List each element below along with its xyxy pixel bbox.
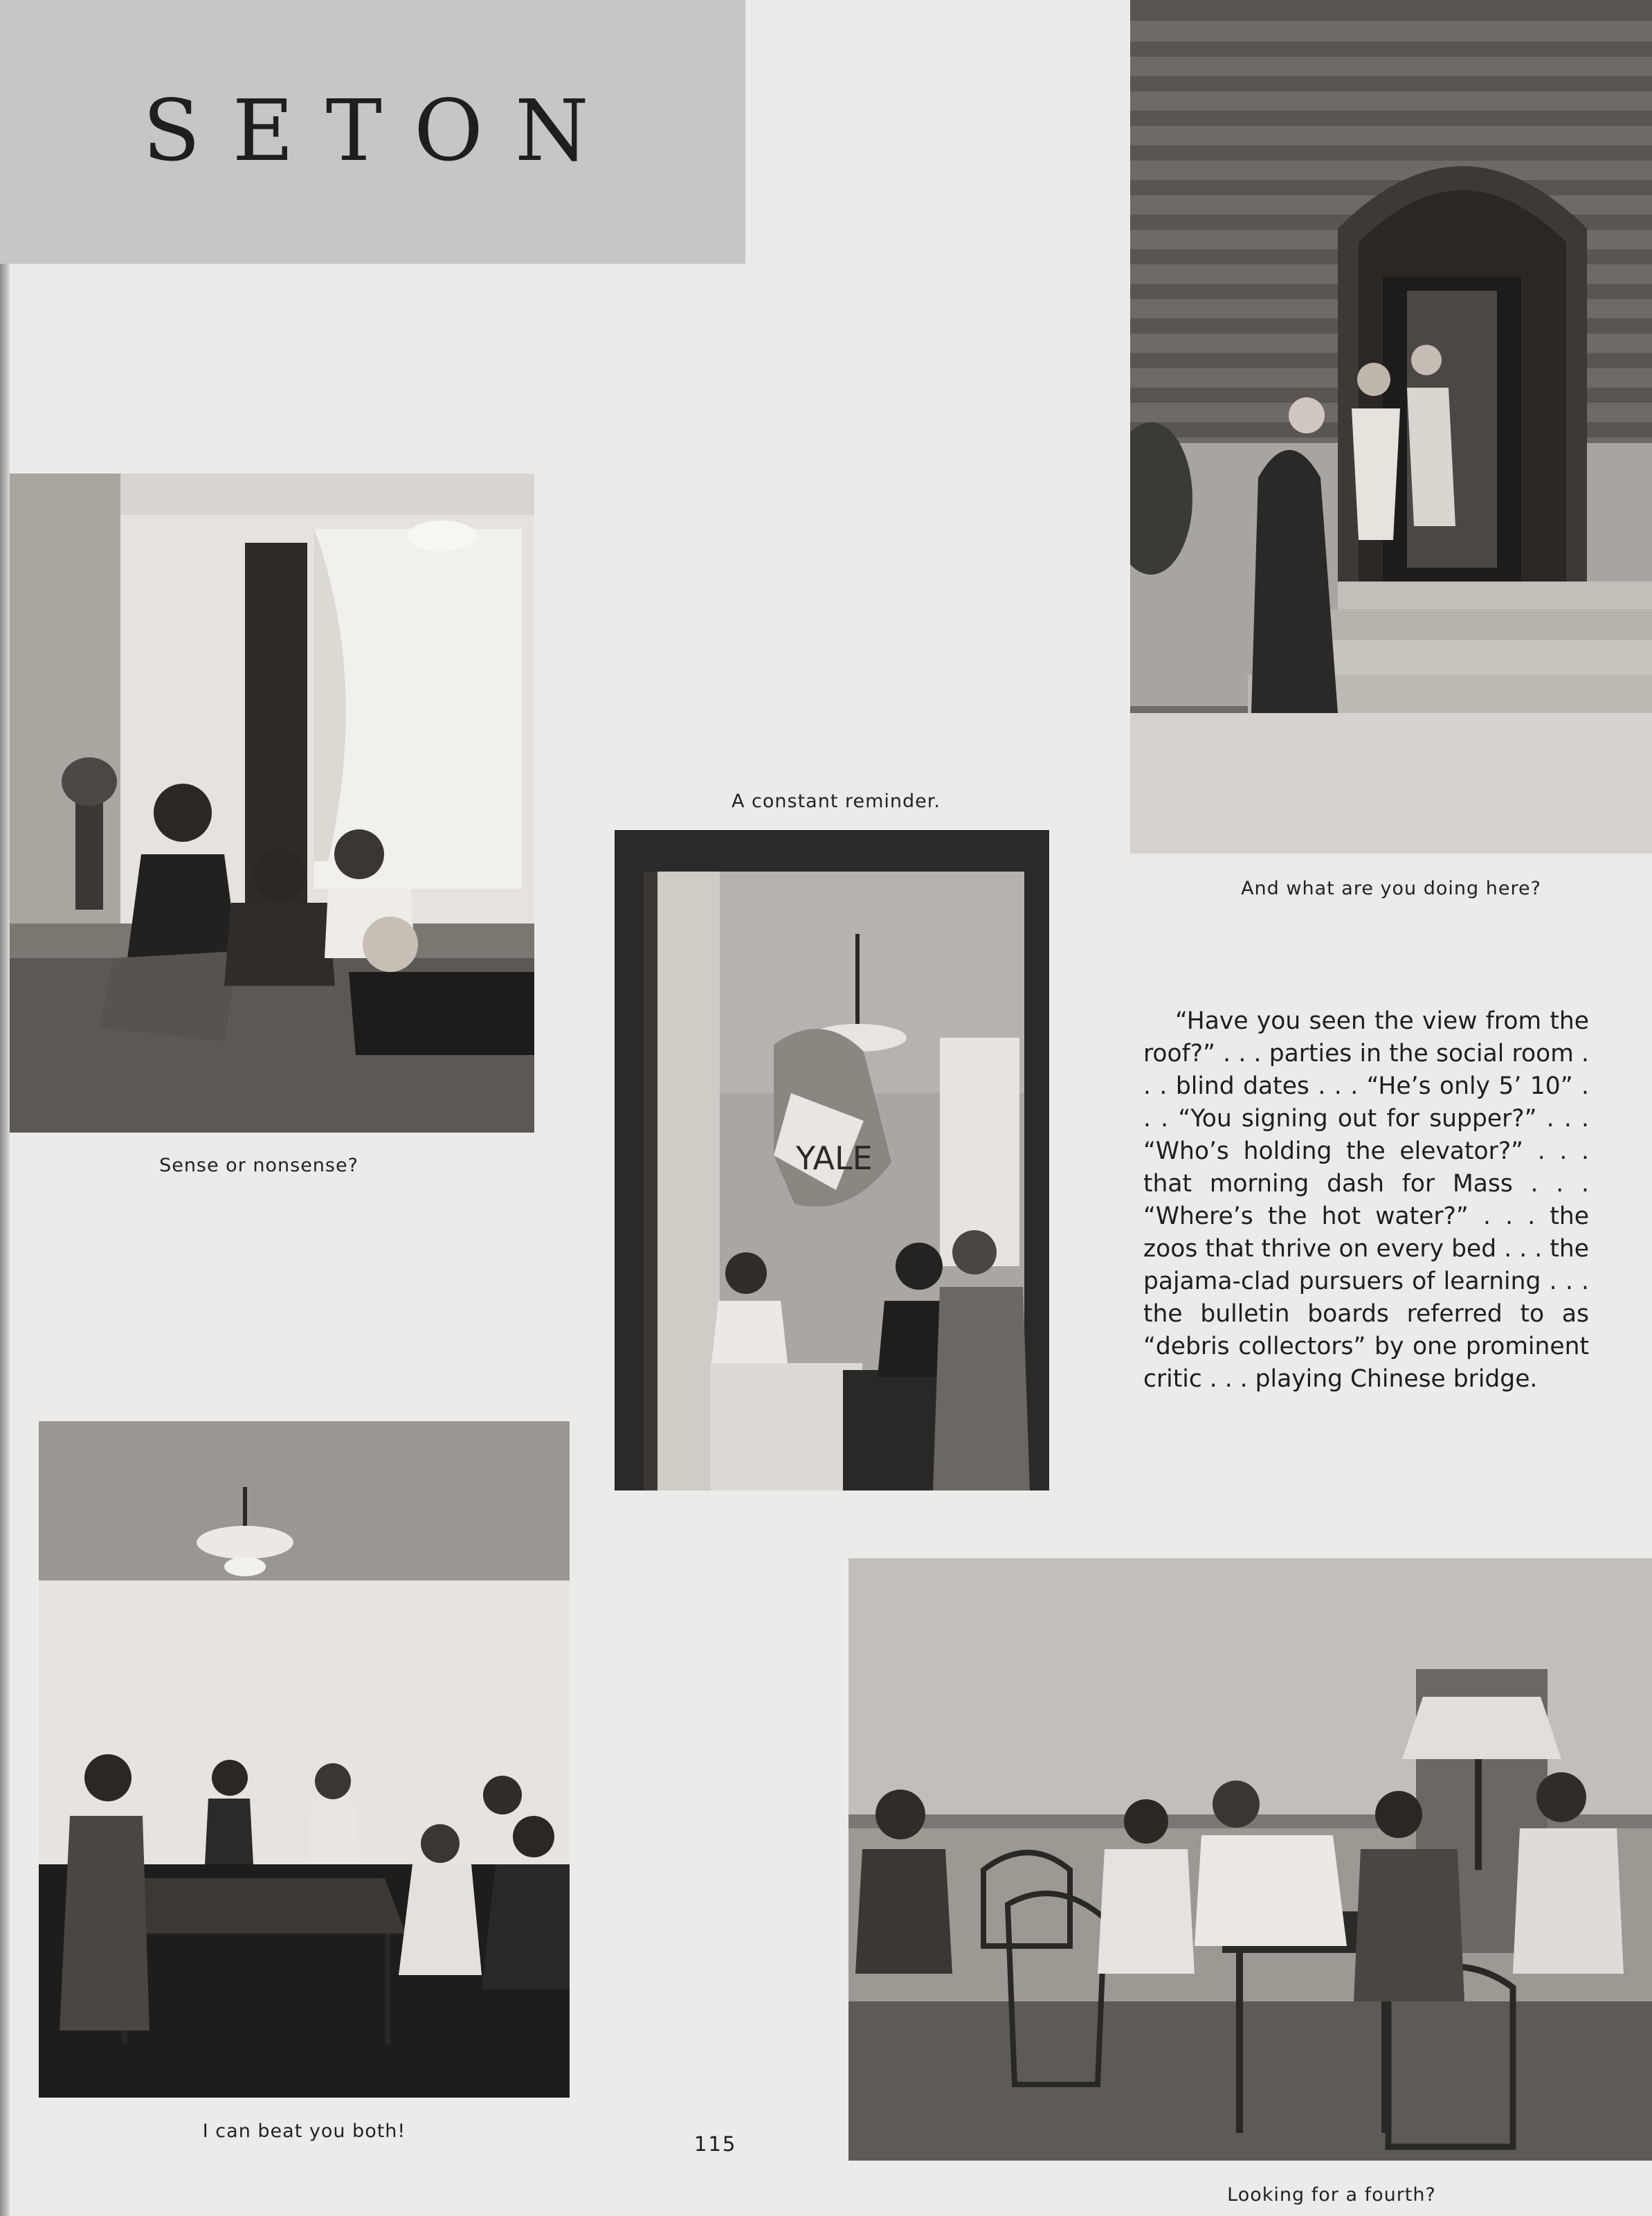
page-number: 115 xyxy=(694,2132,737,2156)
caption-entrance: And what are you doing here? xyxy=(1241,878,1541,899)
page-title: SETON xyxy=(143,82,621,180)
photo-dorm-room xyxy=(10,474,534,1133)
title-block xyxy=(0,0,745,264)
caption-yale-room: A constant reminder. xyxy=(732,791,941,812)
caption-ping-pong: I can beat you both! xyxy=(202,2120,406,2142)
photo-building-entrance xyxy=(1130,0,1652,854)
body-text-paragraph: “Have you seen the view from the roof?” . . . parties in the social room . . . blind dates . . . “He’s only 5’ 10” . . . “You signing out for supper?” . . . “Who’s holding the elevator?” . . . that morning dash for Mass . . . “Where’s the hot water?” . . . the zoos that thrive on every bed . . . the pajama-clad pursuers of learning . . . the bulletin boards referred to as “debris collectors” by one prominent critic . . . playing Chinese bridge. xyxy=(1143,1007,1589,1393)
book-spine-shadow xyxy=(0,0,10,2216)
yale-pennant-text: YALE xyxy=(796,1139,873,1177)
photo-ping-pong xyxy=(39,1421,570,2098)
caption-social-room: Looking for a fourth? xyxy=(1227,2184,1436,2206)
photo-yale-room xyxy=(615,830,1049,1490)
caption-dorm-room: Sense or nonsense? xyxy=(159,1155,358,1176)
photo-social-room xyxy=(848,1558,1652,2161)
